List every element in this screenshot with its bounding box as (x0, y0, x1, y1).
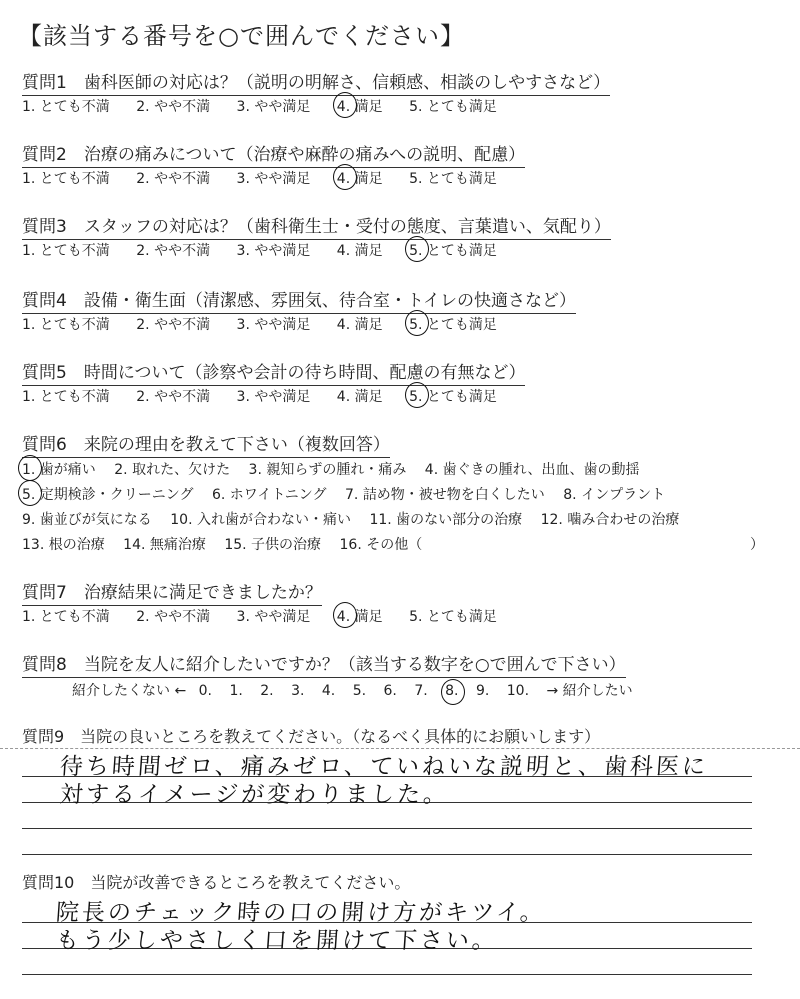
reason-option-3[interactable]: 3. 親知らずの腫れ・痛み (248, 462, 407, 478)
option-3[interactable]: 3. やや満足 (236, 171, 311, 187)
scale-0[interactable]: 0. (198, 683, 212, 699)
scale-10[interactable]: 10. (506, 683, 530, 699)
question-7-title: 質問7 治療結果に満足できましたか？ (22, 578, 322, 606)
scale-4[interactable]: 4. (321, 683, 336, 699)
reason-row-3 (22, 509, 693, 529)
question-5-title: 質問5 時間について（診察や会計の待ち時間、配慮の有無など） (22, 358, 525, 386)
reason-row-2 (22, 484, 679, 504)
scale-right-label: → 紹介したい (546, 683, 633, 699)
answer-line (22, 828, 752, 829)
question-7-options (22, 606, 519, 626)
reason-option-13[interactable]: 13. 根の治療 (22, 537, 105, 553)
reason-option-14[interactable]: 14. 無痛治療 (123, 537, 206, 553)
scale-1[interactable]: 1. (229, 683, 243, 699)
question-3-title: 質問3 スタッフの対応は？（歯科衛生士・受付の態度、言葉遣い、気配り） (22, 212, 611, 240)
scale-3[interactable]: 3. (291, 683, 305, 699)
q9-answer-line-1[interactable]: 待ち時間ゼロ、痛みゼロ、ていねいな説明と、歯科医に (58, 754, 709, 780)
question-4-options (22, 314, 519, 334)
question-6-title: 質問6 来院の理由を教えて下さい（複数回答） (22, 430, 390, 458)
question-9-title: 質問9 当院の良いところを教えてください。（なるべく具体的にお願いします） (22, 727, 601, 746)
option-4[interactable]: 4. 満足 (336, 243, 383, 259)
selection-circle (441, 679, 465, 705)
option-2[interactable]: 2. やや不満 (136, 243, 211, 259)
selection-circle (405, 236, 429, 262)
option-5[interactable]: 5. とても満足 (409, 386, 497, 406)
option-1[interactable]: 1. とても不満 (22, 389, 110, 405)
reason-option-16[interactable]: 16. その他（ (339, 537, 423, 553)
reason-row-1 (22, 459, 653, 479)
answer-line (22, 854, 752, 855)
option-4[interactable]: 4. 満足 (337, 606, 383, 626)
reason-option-4[interactable]: 4. 歯ぐきの腫れ、出血、歯の動揺 (424, 462, 640, 478)
scale-6[interactable]: 6. (383, 683, 397, 699)
option-4[interactable]: 4. 満足 (336, 317, 383, 333)
reason-option-7[interactable]: 7. 詰め物・被せ物を白くしたい (345, 487, 545, 503)
reason-option-5[interactable]: 5. 定期検診・クリーニング (22, 484, 194, 504)
q9-answer-line-2[interactable]: 対するイメージが変わりました。 (58, 782, 451, 808)
option-1[interactable]: 1. とても不満 (22, 99, 110, 115)
option-4[interactable]: 4. 満足 (337, 168, 383, 188)
question-4-title: 質問4 設備・衛生面（清潔感、雰囲気、待合室・トイレの快適さなど） (22, 286, 576, 314)
selection-circle (18, 455, 42, 481)
question-5-options (22, 386, 519, 406)
referral-scale (72, 680, 641, 700)
other-close-paren: ） (750, 537, 764, 553)
option-3[interactable]: 3. やや満足 (236, 317, 311, 333)
option-3[interactable]: 3. やや満足 (236, 609, 311, 625)
reason-option-12[interactable]: 12. 噛み合わせの治療 (540, 512, 680, 528)
question-1-options (22, 96, 519, 116)
q10-answer-line-2[interactable]: もう少しやさしく口を開けて下さい。 (54, 928, 499, 954)
option-5[interactable]: 5. とても満足 (409, 609, 497, 625)
selection-circle (333, 602, 357, 628)
q10-answer-line-1[interactable]: 院長のチェック時の口の開け方がキツイ。 (54, 900, 547, 926)
option-1[interactable]: 1. とても不満 (22, 171, 110, 187)
question-2-options (22, 168, 519, 188)
option-1[interactable]: 1. とても不満 (22, 609, 110, 625)
option-4[interactable]: 4. 満足 (336, 389, 383, 405)
scale-5[interactable]: 5. (352, 683, 367, 699)
question-8-title: 質問8 当院を友人に紹介したいですか？（該当する数字を○で囲んで下さい） (22, 650, 626, 678)
question-2-title: 質問2 治療の痛みについて（治療や麻酔の痛みへの説明、配慮） (22, 140, 525, 168)
option-4[interactable]: 4. 満足 (337, 96, 383, 116)
answer-line (22, 974, 752, 975)
scale-2[interactable]: 2. (260, 683, 274, 699)
option-3[interactable]: 3. やや満足 (236, 99, 311, 115)
reason-option-10[interactable]: 10. 入れ歯が合わない・痛い (170, 512, 351, 528)
selection-circle (405, 310, 429, 336)
page-title: 【該当する番号を○で囲んでください】 (18, 22, 465, 50)
scale-8[interactable]: 8. (445, 683, 458, 699)
selection-circle (18, 480, 42, 506)
selection-circle (333, 164, 357, 190)
scale-7[interactable]: 7. (414, 683, 428, 699)
question-10-title: 質問10 当院が改善できるところを教えてください。 (22, 873, 411, 892)
reason-row-4 (22, 534, 764, 554)
question-3-options (22, 240, 519, 260)
option-5[interactable]: 5. とても満足 (409, 171, 497, 187)
reason-option-8[interactable]: 8. インプラント (563, 487, 666, 503)
option-2[interactable]: 2. やや不満 (136, 317, 211, 333)
selection-circle (405, 382, 429, 408)
option-1[interactable]: 1. とても不満 (22, 317, 110, 333)
scale-left-label: 紹介したくない ← (72, 683, 187, 699)
reason-option-2[interactable]: 2. 取れた、欠けた (114, 462, 231, 478)
question-1-title: 質問1 歯科医師の対応は？（説明の明解さ、信頼感、相談のしやすさなど） (22, 68, 610, 96)
reason-option-15[interactable]: 15. 子供の治療 (224, 537, 322, 553)
reason-option-6[interactable]: 6. ホワイトニング (211, 487, 327, 503)
option-5[interactable]: 5. とても満足 (409, 99, 497, 115)
option-5[interactable]: 5. とても満足 (409, 240, 497, 260)
option-5[interactable]: 5. とても満足 (409, 314, 497, 334)
reason-option-11[interactable]: 11. 歯のない部分の治療 (369, 512, 523, 528)
option-2[interactable]: 2. やや不満 (136, 171, 211, 187)
option-1[interactable]: 1. とても不満 (22, 243, 110, 259)
option-2[interactable]: 2. やや不満 (136, 389, 211, 405)
selection-circle (333, 92, 357, 118)
option-3[interactable]: 3. やや満足 (236, 243, 311, 259)
reason-option-9[interactable]: 9. 歯並びが気になる (22, 512, 152, 528)
option-2[interactable]: 2. やや不満 (136, 609, 211, 625)
option-3[interactable]: 3. やや満足 (236, 389, 311, 405)
scale-9[interactable]: 9. (475, 683, 490, 699)
option-2[interactable]: 2. やや不満 (136, 99, 211, 115)
reason-option-1[interactable]: 1. 歯が痛い (22, 459, 96, 479)
